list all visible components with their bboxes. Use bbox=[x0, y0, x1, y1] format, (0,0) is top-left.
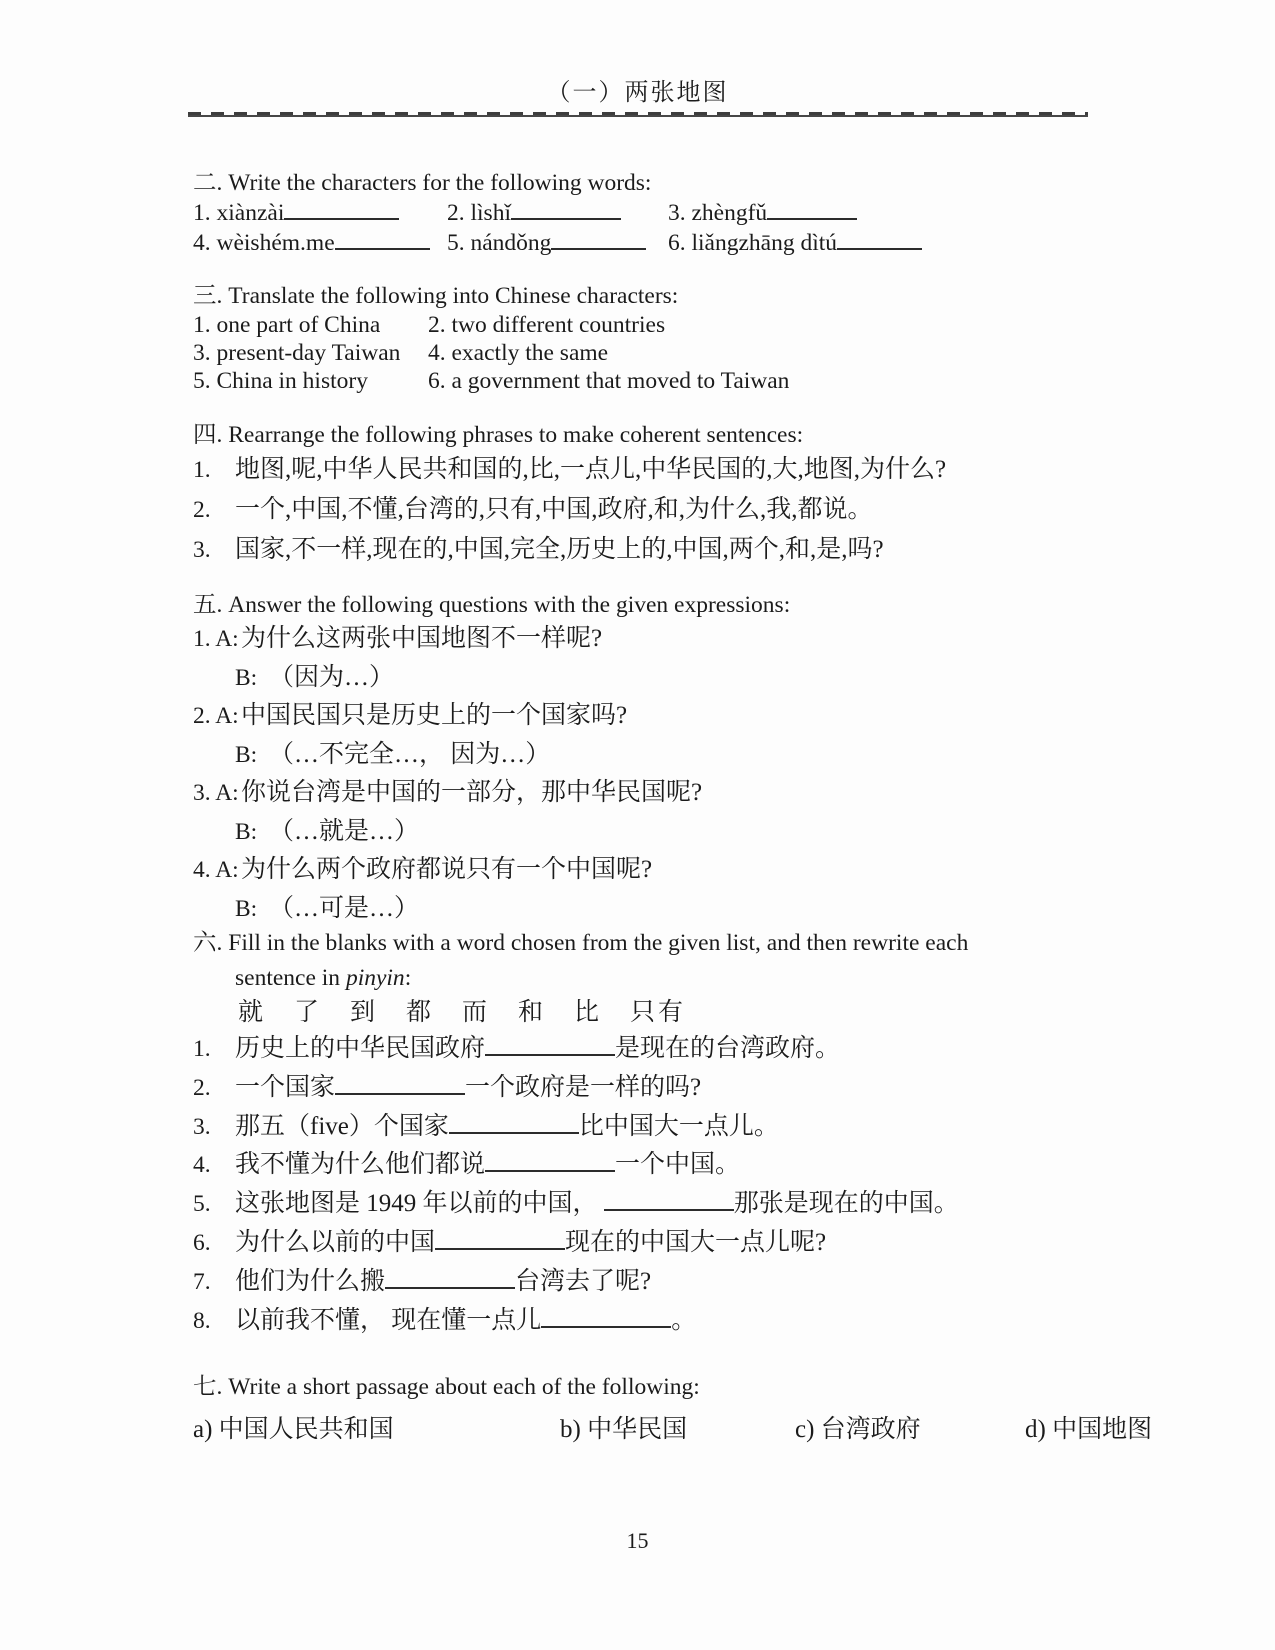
section-6-heading-line1: 六. Fill in the blanks with a word chosen from the given list, and then rewrite each bbox=[193, 930, 969, 956]
sentence-pre: 为什么以前的中国 bbox=[235, 1228, 436, 1256]
item-number: 4. bbox=[193, 1152, 211, 1179]
pinyin-item-3 bbox=[668, 198, 857, 228]
fill-item-3 bbox=[193, 1108, 1088, 1147]
pinyin-row-1 bbox=[193, 198, 1088, 228]
pinyin-label: 3. zhèngfǔ bbox=[668, 199, 768, 226]
rearrange-item-2 bbox=[193, 490, 1088, 530]
question-text: 为什么两个政府都说只有一个中国呢? bbox=[241, 856, 653, 883]
answer-label: B: bbox=[235, 664, 258, 691]
item-number: 1. bbox=[193, 457, 211, 483]
fill-blank bbox=[335, 1072, 465, 1095]
translate-item-4: 4. exactly the same bbox=[428, 340, 609, 366]
item-number: 8. bbox=[193, 1307, 211, 1334]
fill-blank bbox=[449, 1110, 579, 1133]
answer-line-2 bbox=[193, 736, 1088, 775]
section-2-heading: 二. Write the characters for the following words: bbox=[193, 170, 652, 196]
item-number: 3. bbox=[193, 537, 211, 563]
rearrange-item-3 bbox=[193, 530, 1088, 570]
answer-blank bbox=[284, 198, 399, 220]
rearrange-item-1 bbox=[193, 450, 1088, 490]
section-7-heading: 七. Write a short passage about each of the following: bbox=[193, 1374, 700, 1400]
pinyin-item-2 bbox=[447, 198, 668, 228]
section-answer-questions bbox=[193, 590, 1088, 928]
phrase-text: 国家,不一样,现在的,中国,完全,历史上的,中国,两个,和,是,吗? bbox=[235, 536, 884, 563]
item-number: 2. bbox=[193, 497, 211, 523]
answer-line-4 bbox=[193, 890, 1088, 929]
question-line-3 bbox=[193, 774, 1088, 813]
section-5-heading: 五. Answer the following questions with the given expressions: bbox=[193, 592, 791, 618]
translate-item-3: 3. present-day Taiwan bbox=[193, 340, 401, 366]
sentence-post: 台湾去了呢? bbox=[515, 1267, 652, 1295]
question-number: 1. A: bbox=[193, 626, 239, 652]
sentence-post: 一个中国。 bbox=[615, 1151, 741, 1179]
sentence-pre: 他们为什么搬 bbox=[235, 1267, 386, 1295]
sentence-post: 。 bbox=[671, 1306, 697, 1334]
section-write-characters bbox=[193, 168, 1088, 258]
question-line-1 bbox=[193, 620, 1088, 659]
fill-blank bbox=[604, 1188, 734, 1211]
passage-topics bbox=[193, 1410, 1153, 1450]
translate-item-2: 2. two different countries bbox=[428, 312, 666, 338]
topic-b: b) 中华民国 bbox=[560, 1416, 688, 1443]
pinyin-label: 5. nándǒng bbox=[447, 229, 552, 256]
question-text: 你说台湾是中国的一部分，那中华民国呢? bbox=[241, 779, 703, 806]
translate-item-5: 5. China in history bbox=[193, 368, 368, 394]
fill-blank bbox=[541, 1304, 671, 1327]
topic-c: c) 台湾政府 bbox=[795, 1416, 921, 1443]
pinyin-item-4 bbox=[193, 228, 447, 258]
fill-item-6 bbox=[193, 1224, 1088, 1263]
translate-item-1: 1. one part of China bbox=[193, 312, 381, 338]
fill-item-8 bbox=[193, 1302, 1088, 1341]
pinyin-label: 6. liǎngzhāng dìtú bbox=[668, 229, 838, 256]
item-number: 7. bbox=[193, 1268, 211, 1295]
heading-colon: : bbox=[404, 965, 412, 991]
item-number: 6. bbox=[193, 1229, 211, 1256]
fill-item-5 bbox=[193, 1185, 1088, 1224]
section-rearrange bbox=[193, 420, 1088, 570]
fill-item-7 bbox=[193, 1263, 1088, 1302]
sentence-post: 那张是现在的中国。 bbox=[733, 1190, 959, 1218]
sentence-pre: 一个国家 bbox=[235, 1073, 336, 1101]
pinyin-item-1 bbox=[193, 198, 447, 228]
page-number: 15 bbox=[626, 1528, 649, 1553]
fill-blank bbox=[485, 1149, 615, 1172]
pinyin-item-6 bbox=[668, 228, 922, 258]
answer-expression: （…不完全…， 因为…） bbox=[269, 740, 551, 768]
answer-label: B: bbox=[235, 741, 258, 768]
translate-row-2 bbox=[193, 339, 1088, 367]
fill-item-2 bbox=[193, 1069, 1088, 1108]
answer-blank bbox=[767, 198, 857, 220]
section-6-heading-line2 bbox=[235, 961, 1088, 996]
translate-row-3 bbox=[193, 367, 1088, 395]
fill-blank bbox=[385, 1266, 515, 1289]
sentence-pre: 历史上的中华民国政府 bbox=[235, 1035, 486, 1062]
question-line-4 bbox=[193, 851, 1088, 890]
section-translate bbox=[193, 281, 1088, 395]
topic-d: d) 中国地图 bbox=[1025, 1416, 1153, 1443]
answer-blank bbox=[551, 228, 646, 250]
translate-item-6: 6. a government that moved to Taiwan bbox=[428, 368, 790, 394]
item-number: 1. bbox=[193, 1036, 211, 1062]
answer-line-3 bbox=[193, 813, 1088, 852]
pinyin-label: 2. lìshǐ bbox=[447, 199, 511, 226]
phrase-text: 一个,中国,不懂,台湾的,只有,中国,政府,和,为什么,我,都说。 bbox=[235, 496, 873, 523]
sentence-post: 是现在的台湾政府。 bbox=[615, 1035, 841, 1062]
pinyin-row-2 bbox=[193, 228, 1088, 258]
section-fill-blanks bbox=[193, 926, 1088, 1340]
sentence-pre: 这张地图是 1949 年以前的中国， bbox=[235, 1190, 604, 1218]
section-short-passage bbox=[193, 1372, 1153, 1450]
page-title: （一）两张地图 bbox=[546, 80, 729, 106]
fill-item-4 bbox=[193, 1146, 1088, 1185]
header-divider bbox=[188, 112, 1088, 117]
word-bank: 就 了 到 都 而 和 比 只有 bbox=[238, 999, 687, 1026]
answer-expression: （…可是…） bbox=[269, 894, 420, 922]
answer-line-1 bbox=[193, 659, 1088, 698]
fill-item-1 bbox=[193, 1030, 1088, 1069]
answer-blank bbox=[511, 198, 621, 220]
sentence-pre: 以前我不懂， 现在懂一点儿 bbox=[235, 1306, 542, 1334]
answer-label: B: bbox=[235, 818, 258, 845]
pinyin-label: 1. xiànzài bbox=[193, 199, 285, 226]
answer-blank bbox=[335, 228, 430, 250]
sentence-post: 一个政府是一样的吗? bbox=[465, 1073, 702, 1101]
question-text: 中国民国只是历史上的一个国家吗? bbox=[241, 702, 628, 729]
section-3-heading: 三. Translate the following into Chinese characters: bbox=[193, 283, 679, 309]
pinyin-item-5 bbox=[447, 228, 668, 258]
question-number: 4. A: bbox=[193, 857, 239, 883]
question-text: 为什么这两张中国地图不一样呢? bbox=[241, 625, 603, 652]
sentence-pre: 那五（five）个国家 bbox=[235, 1112, 449, 1140]
pinyin-word: pinyin bbox=[345, 965, 405, 991]
sentence-post: 现在的中国大一点儿呢? bbox=[565, 1228, 827, 1256]
answer-label: B: bbox=[235, 895, 258, 922]
question-number: 3. A: bbox=[193, 780, 239, 806]
section-4-heading: 四. Rearrange the following phrases to make coherent sentences: bbox=[193, 422, 804, 448]
heading-text: sentence in bbox=[235, 965, 346, 991]
item-number: 2. bbox=[193, 1074, 211, 1101]
sentence-pre: 我不懂为什么他们都说 bbox=[235, 1151, 486, 1179]
item-number: 3. bbox=[193, 1113, 211, 1140]
sentence-post: 比中国大一点儿。 bbox=[578, 1112, 779, 1140]
item-number: 5. bbox=[193, 1191, 211, 1218]
question-number: 2. A: bbox=[193, 703, 239, 729]
phrase-text: 地图,呢,中华人民共和国的,比,一点儿,中华民国的,大,地图,为什么? bbox=[235, 456, 947, 483]
fill-blank bbox=[485, 1033, 615, 1056]
pinyin-label: 4. wèishém.me bbox=[193, 229, 335, 256]
question-line-2 bbox=[193, 697, 1088, 736]
answer-blank bbox=[837, 228, 922, 250]
answer-expression: （因为…） bbox=[269, 663, 395, 691]
fill-blank bbox=[435, 1227, 565, 1250]
answer-expression: （…就是…） bbox=[269, 817, 420, 845]
translate-row-1 bbox=[193, 311, 1088, 339]
topic-a: a) 中国人民共和国 bbox=[193, 1416, 394, 1443]
